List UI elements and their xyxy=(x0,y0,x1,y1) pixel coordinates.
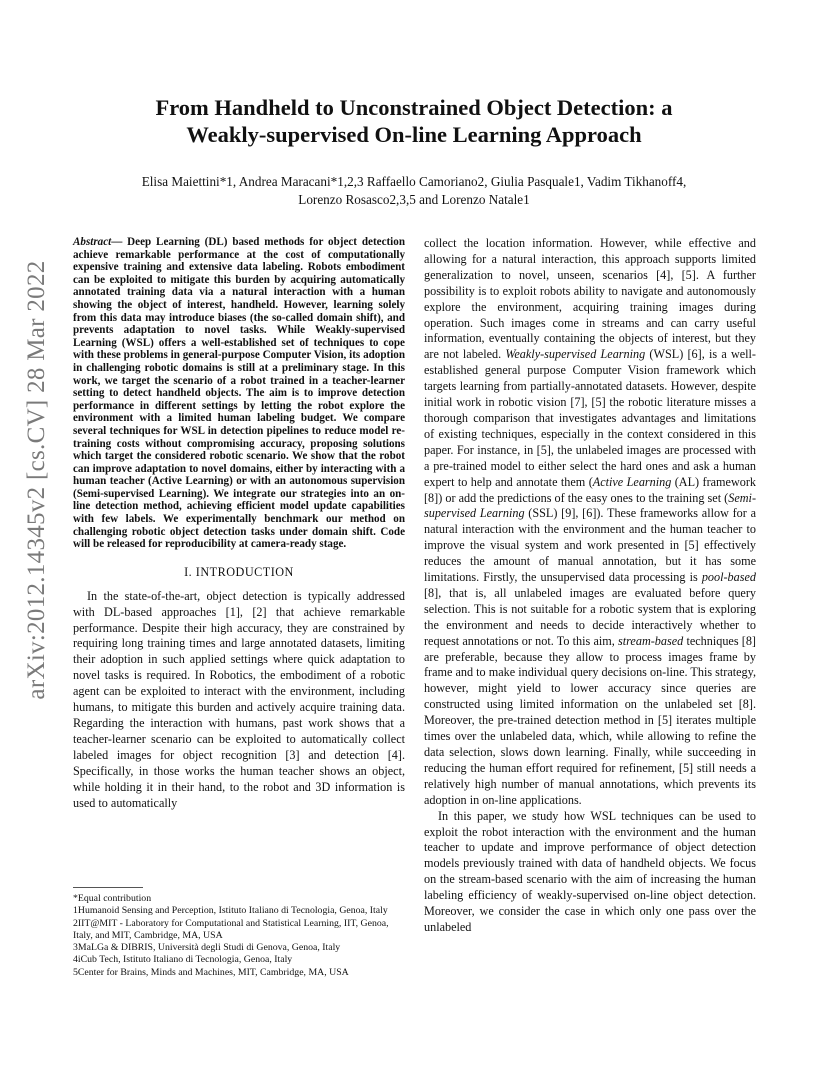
abstract-label: Abstract xyxy=(73,236,112,248)
author-list xyxy=(80,173,748,209)
intro-paragraph-1: In the state-of-the-art, object detection is typically addressed with DL-based approaches [1], [2] that achieve remarkable performance. Despite their high accuracy, they are constrained by requiring long training times and large annotated datasets, limiting their adoption in such applied settings where quick adaptation to novel tasks is required. In Robotics, the embodiment of a robotic agent can be exploited to interact with the environment, including humans, to mitigate this burden and actively acquire training data. Regarding the interaction with humans, past work shows that a teacher-learner scenario can be exploited to automatically collect labeled images for object recognition [3] and detection [4]. Specifically, in those works the human teacher shows an object, while holding it in their hand, to the robot and 3D information is used to automatically xyxy=(73,588,405,810)
term-stream-based: stream-based xyxy=(618,633,684,648)
text-run: (WSL) [6], is a well-established general purpose Computer Vision framework which targets learning from partially-annotated datasets. However, despite initial work in robotic vision [7], [5] the robotic literature misses a thorough comparison that investigates advantages and limitations of existing techniques, especially in the context considered in this paper. For instance, in [5], the unlabeled images are processed with a pre-trained model to either select the hard ones and ask a human expert to help and annotate them ( xyxy=(424,347,756,489)
abstract-text: — Deep Learning (DL) based methods for object detection achieve remarkable performance at the cost of computationally expensive training and extensive data labeling. Robots embodiment can be exploited to mitigate this burden by acquiring automatically annotated training data via a natural interaction with a human showing the object of interest, handheld. However, learning solely from this data may introduce biases (the so-called domain shift), and prevents adaptation to novel tasks. While Weakly-supervised Learning (WSL) offers a well-established set of techniques to cope with these problems in general-purpose Computer Vision, its adoption in challenging robotic domains is still at a preliminary stage. In this work, we target the scenario of a robot trained in a teacher-learner setting to detect handheld objects. The aim is to improve detection performance in different settings by letting the robot explore the environment with a limited human labeling budget. We compare several techniques for WSL in detection pipelines to reduce model re-training costs without compromising accuracy, proposing solutions which target the considered robotic scenario. We show that the robot can improve adaptation to novel domains, either by interacting with a human teacher (Active Learning) or with an autonomous supervision (Semi-supervised Learning). We integrate our strategies into an on-line detection method, achieving efficient model update capabilities with few labels. We experimentally benchmark our method on challenging robotic object detection tasks under domain shift. Code will be released for reproducibility at camera-ready stage. xyxy=(73,236,405,551)
arxiv-identifier-text: arXiv:2012.14345v2 [cs.CV] 28 Mar 2022 xyxy=(23,260,50,700)
term-active-learning: Active Learning xyxy=(592,474,672,489)
footnote-rule xyxy=(73,887,143,888)
title-line-1: From Handheld to Unconstrained Object Detection: a xyxy=(155,95,673,120)
arxiv-identifier xyxy=(22,260,52,700)
authors-line-1: Elisa Maiettini*1, Andrea Maracani*1,2,3 Raffaello Camoriano2, Giulia Pasquale1, Vadim Tikhanoff4, xyxy=(141,174,687,189)
term-wsl: Weakly-supervised Learning xyxy=(505,347,646,362)
footnote-affiliation-4: 4iCub Tech, Istituto Italiano di Tecnologia, Genoa, Italy xyxy=(73,954,293,966)
term-semi-supervised: Semi-supervised Learning xyxy=(424,490,756,521)
abstract xyxy=(73,236,405,551)
intro-paragraph-2 xyxy=(424,236,756,809)
footnote-affiliation-1: 1Humanoid Sensing and Perception, Istituto Italiano di Tecnologia, Genoa, Italy xyxy=(73,905,388,917)
text-run: collect the location information. However, while effective and allowing for a natural interaction, this approach supports limited generalization to novel, unseen, scenarios [4], [5]. A further possibility is to exploit robots ability to navigate and autonomously explore the environment, acquiring training images during operation. Such images come in streams and can carry useful information, eventually containing the objects of interest, but they are not labeled. xyxy=(424,236,756,362)
section-heading: I. INTRODUCTION xyxy=(184,564,294,579)
footnote-affiliation-3: 3MaLGa & DIBRIS, Università degli Studi di Genova, Genoa, Italy xyxy=(73,942,341,954)
paper-title xyxy=(60,94,768,148)
text-run: (SSL) [9], [6]). These frameworks allow for a natural interaction with the environment and the human teacher to improve the visual system and work presented in [5] effectively reduces the amount of manual annotation, but it has some limitations. Firstly, the unsupervised data processing is xyxy=(424,506,756,585)
left-column xyxy=(73,236,405,811)
term-pool-based: pool-based xyxy=(701,570,756,585)
authors-line-2: Lorenzo Rosasco2,3,5 and Lorenzo Natale1 xyxy=(298,192,530,207)
footnote-equal-contribution: *Equal contribution xyxy=(73,893,152,904)
footnote-affiliation-5: 5Center for Brains, Minds and Machines, MIT, Cambridge, MA, USA xyxy=(73,966,349,978)
text-run: techniques [8] are preferable, because they allow to process images frame by frame and to make individual query decisions on-line. This strategy, however, might yield to lower accuracy since queries are constructed using limited information on the unlabeled set [8]. Moreover, the pre-trained detection method in [5] iterates multiple times over the unlabeled data, which, while allowing to refine the data selection, slows down learning. Finally, while succeeding in reducing the human effort required for refinement, [5] still needs a relatively high number of manual annotations, which prevents its adoption in on-line applications. xyxy=(424,633,756,807)
right-column xyxy=(424,236,756,936)
title-line-2: Weakly-supervised On-line Learning Approach xyxy=(186,122,642,147)
intro-paragraph-3: In this paper, we study how WSL techniques can be used to exploit the robot interaction with the environment and the human teacher to update and improve performance of object detection models previously trained with data of handheld objects. We focus on the stream-based scenario with the aim of increasing the human labeling efficiency of weakly-supervised on-line object detection. Moreover, we consider the case in which only one pass over the unlabeled xyxy=(424,808,756,934)
footnote-affiliation-2: 2IIT@MIT - Laboratory for Computational and Statistical Learning, IIT, Genoa, Italy, and MIT, Cambridge, MA, USA xyxy=(73,917,389,941)
text-run: [8], that is, all unlabeled images are evaluated before query selection. This is not suitable for a robotic system that is exploring the environment and needs to decide interactively whether to request annotations or not. To this aim, xyxy=(424,585,756,648)
footnotes xyxy=(73,893,405,979)
text-run: (AL) framework [8]) or add the predictions of the easy ones to the training set ( xyxy=(424,474,756,505)
